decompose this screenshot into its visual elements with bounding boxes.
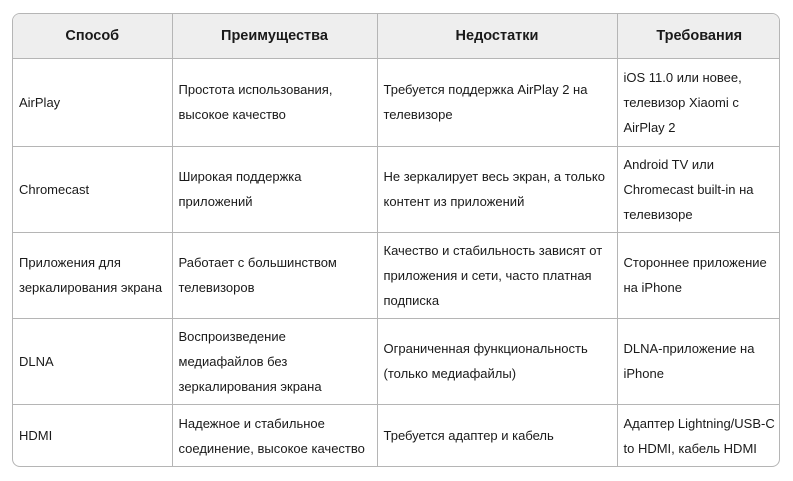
cell-cons — [377, 58, 617, 146]
header-cons: Недостатки — [377, 14, 617, 58]
cell-pros — [172, 146, 377, 232]
comparison-table-container — [12, 13, 780, 467]
cell-cons — [377, 146, 617, 232]
cell-pros — [172, 404, 377, 467]
cell-requirements — [617, 146, 780, 232]
cell-text: Требуется адаптер и кабель — [383, 428, 554, 444]
cell-text: HDMI — [19, 428, 53, 444]
cell-cons — [377, 232, 617, 318]
header-method: Способ — [13, 14, 172, 58]
table-row — [13, 404, 780, 467]
cell-text: DLNA — [19, 353, 54, 369]
cell-text: Надежное и стабильное соединение, высокое качество — [178, 415, 365, 456]
cell-requirements — [617, 404, 780, 467]
cell-pros — [172, 318, 377, 404]
table-header-row — [13, 14, 780, 58]
cell-pros — [172, 232, 377, 318]
cell-text: Не зеркалирует весь экран, а только контент из приложений — [383, 169, 605, 209]
cell-method — [13, 404, 172, 467]
cell-text: Приложения для зеркалирования экрана — [19, 255, 163, 295]
cell-text: iOS 11.0 или новее, телевизор Xiaomi с AirPlay 2 — [623, 69, 742, 135]
cell-text: Воспроизведение медиафайлов без зеркалирования экрана — [178, 328, 322, 394]
cell-text: Android TV или Chromecast built-in на телевизоре — [623, 156, 754, 222]
cell-method — [13, 318, 172, 404]
cell-requirements — [617, 232, 780, 318]
cell-text: Качество и стабильность зависят от приложения и сети, часто платная подписка — [383, 242, 603, 308]
cell-text: Работает с большинством телевизоров — [178, 255, 337, 295]
cell-text: Простота использования, высокое качество — [178, 82, 333, 122]
cell-text: DLNA-приложение на iPhone — [623, 341, 755, 381]
cell-requirements — [617, 318, 780, 404]
cell-text: Ограниченная функциональность (только медиафайлы) — [383, 341, 588, 381]
cell-cons — [377, 318, 617, 404]
table-row — [13, 146, 780, 232]
cell-method — [13, 58, 172, 146]
cell-method — [13, 232, 172, 318]
cell-text: Широкая поддержка приложений — [178, 169, 302, 209]
cell-requirements — [617, 58, 780, 146]
cell-text: Адаптер Lightning/USB-C to HDMI, кабель HDMI — [623, 415, 775, 456]
table-row — [13, 318, 780, 404]
comparison-table — [13, 14, 780, 467]
cell-method — [13, 146, 172, 232]
table-row — [13, 58, 780, 146]
cell-cons — [377, 404, 617, 467]
cell-pros — [172, 58, 377, 146]
cell-text: AirPlay — [19, 94, 61, 110]
header-requirements: Требования — [617, 14, 780, 58]
cell-text: Стороннее приложение на iPhone — [623, 255, 767, 295]
cell-text: Chromecast — [19, 181, 90, 197]
header-pros: Преимущества — [172, 14, 377, 58]
cell-text: Требуется поддержка AirPlay 2 на телевизоре — [383, 82, 588, 122]
table-row — [13, 232, 780, 318]
